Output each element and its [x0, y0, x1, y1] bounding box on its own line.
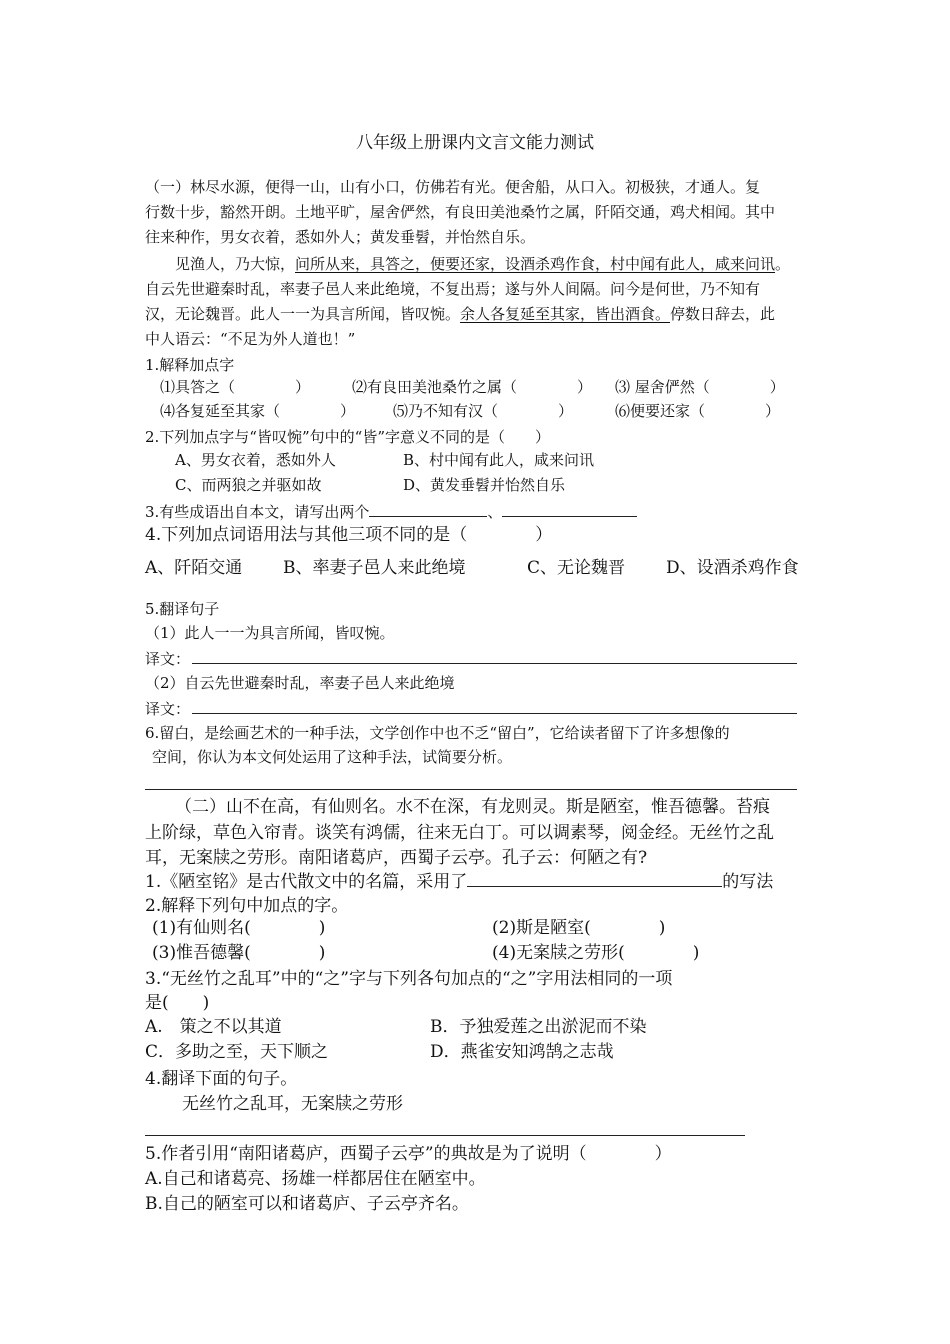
answer-blank[interactable]: [467, 870, 722, 887]
q2-2-item-1: (1)有仙则名( ): [152, 918, 326, 938]
question-1-3: [145, 500, 637, 523]
question-2-1: [145, 870, 773, 893]
passage1-line-6: [145, 303, 775, 325]
passage1-text: 停数日辞去，此: [670, 305, 776, 323]
question-1-6-line-2: 空间，你认为本文何处运用了这种手法，试简要分析。: [152, 748, 513, 766]
passage1-text: 。: [775, 255, 791, 273]
q1-2-option-d: D、黄发垂髫并怡然自乐: [403, 476, 566, 494]
answer-line[interactable]: [192, 663, 797, 664]
answer-blank[interactable]: [369, 500, 487, 517]
underlined-sentence-2: 余人各复延至其家，皆出酒食。: [460, 305, 671, 323]
q1-2-option-b: B、村中闻有此人，咸来问讯: [403, 451, 595, 469]
question-2-4: 4.翻译下面的句子。: [145, 1069, 298, 1089]
passage2-line-3: 耳，无案牍之劳形。南阳诸葛庐，西蜀子云亭。孔子云：何陋之有?: [145, 848, 648, 868]
question-1-4: 4.下列加点词语用法与其他三项不同的是（ ）: [145, 525, 553, 545]
q2-3-option-b: B．予独爱莲之出淤泥而不染: [430, 1017, 647, 1037]
passage1-line-2: 行数十步，豁然开朗。土地平旷，屋舍俨然，有良田美池桑竹之属，阡陌交通，鸡犬相闻。其中: [145, 203, 776, 221]
question-1-2: 2.下列加点字与“皆叹惋”句中的“皆”字意义不同的是（ ）: [145, 428, 550, 446]
q1-4-option-c: C、无论魏晋: [527, 558, 626, 578]
passage2-line-1: （二）山不在高，有仙则名。水不在深，有龙则灵。斯是陋室，惟吾德馨。苔痕: [175, 797, 770, 817]
question-1-6-line-1: 6.留白，是绘画艺术的一种手法，文学创作中也不乏“留白”，它给读者留下了许多想像的: [145, 724, 730, 742]
q1-2-option-c: C、而两狼之并驱如故: [175, 476, 322, 494]
passage1-text: 汉，无论魏晋。此人一一为具言所闻，皆叹惋。: [145, 305, 461, 323]
passage2-line-2: 上阶绿，草色入帘青。谈笑有鸿儒，往来无白丁。可以调素琴，阅金经。无丝竹之乱: [145, 823, 774, 843]
q1-1-item-5: ⑸乃不知有汉（ ）: [393, 402, 574, 420]
answer-line[interactable]: [145, 789, 797, 790]
q1-4-option-b: B、率妻子邑人来此绝境: [283, 558, 466, 578]
question-1-5: 5.翻译句子: [145, 600, 220, 618]
question-2-5: 5.作者引用“南阳诸葛庐，西蜀子云亭”的典故是为了说明（ ）: [145, 1144, 672, 1164]
q2-5-option-a: A.自己和诸葛亮、扬雄一样都居住在陋室中。: [145, 1169, 486, 1189]
q1-5-sentence-2: （2）自云先世避秦时乱，率妻子邑人来此绝境: [145, 674, 455, 692]
page-title: 八年级上册课内文言文能力测试: [356, 133, 594, 153]
q2-3-option-c: C．多助之至，天下顺之: [145, 1042, 329, 1062]
q1-4-option-d: D、设酒杀鸡作食: [666, 558, 799, 578]
passage1-line-5: 自云先世避秦时乱，率妻子邑人来此绝境，不复出焉；遂与外人间隔。问今是何世，乃不知有: [145, 280, 761, 298]
question-2-3-line-2: 是( ): [145, 993, 210, 1013]
q1-1-item-4: ⑷各复延至其家（ ）: [160, 402, 356, 420]
q1-1-item-1: ⑴具答之（ ）: [160, 378, 311, 396]
q1-1-item-2: ⑵有良田美池桑竹之属（ ）: [352, 378, 593, 396]
q2-2-item-3: (3)惟吾德馨( ): [152, 943, 326, 963]
q2-1-text-end: 的写法: [722, 872, 774, 892]
translation-label: 译文：: [145, 650, 191, 668]
q2-1-text: 1.《陋室铭》是古代散文中的名篇，采用了: [145, 872, 468, 892]
passage1-line-3: 往来种作，男女衣着，悉如外人；黄发垂髫，并怡然自乐。: [145, 228, 536, 246]
q2-4-sentence: 无丝竹之乱耳，无案牍之劳形: [182, 1094, 403, 1114]
answer-line[interactable]: [145, 1135, 745, 1136]
question-2-3-line-1: 3.“无丝竹之乱耳”中的“之”字与下列各句加点的“之”字用法相同的一项: [145, 969, 673, 989]
passage1-line-4: [175, 253, 790, 275]
q1-4-option-a: A、阡陌交通: [145, 558, 243, 578]
answer-blank[interactable]: [502, 500, 637, 517]
underlined-sentence-1: 问所从来，具答之，便要还家，设酒杀鸡作食，村中闻有此人，咸来问讯: [295, 255, 776, 273]
answer-line[interactable]: [192, 713, 797, 714]
q2-5-option-b: B.自己的陋室可以和诸葛庐、子云亭齐名。: [145, 1194, 469, 1214]
question-1-1: 1.解释加点字: [145, 356, 235, 374]
passage1-text: 见渔人，乃大惊，: [175, 255, 296, 273]
q1-1-item-6: ⑹便要还家（ ）: [615, 402, 781, 420]
q1-1-item-3: ⑶ 屋舍俨然（ ）: [615, 378, 785, 396]
q2-3-option-a: A. 策之不以其道: [145, 1017, 282, 1037]
passage1-line-1: （一）林尽水源，便得一山，山有小口，仿佛若有光。便舍船，从口入。初极狭，才通人。复: [145, 178, 761, 196]
translation-label: 译文：: [145, 700, 191, 718]
q2-2-item-4: (4)无案牍之劳形( ): [492, 943, 700, 963]
q1-3-text: 3.有些成语出自本文，请写出两个: [145, 503, 370, 521]
q2-3-option-d: D．燕雀安知鸿鹄之志哉: [430, 1042, 614, 1062]
passage1-line-7: 中人语云：“不足为外人道也！”: [145, 330, 356, 348]
q2-2-item-2: (2)斯是陋室( ): [492, 918, 666, 938]
q1-5-sentence-1: （1）此人一一为具言所闻，皆叹惋。: [145, 624, 395, 642]
q1-3-separator: 、: [487, 503, 503, 521]
question-2-2: 2.解释下列句中加点的字。: [145, 896, 349, 916]
q1-2-option-a: A、男女衣着，悉如外人: [175, 451, 336, 469]
